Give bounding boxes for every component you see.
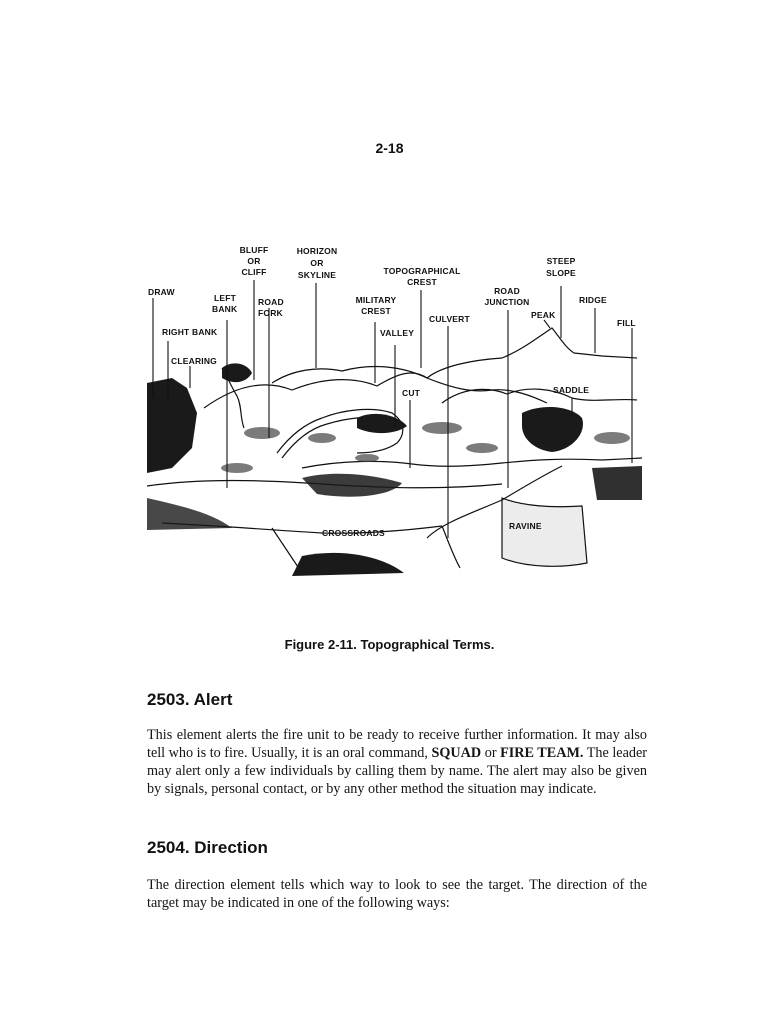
label-left-bank-line2: BANK <box>212 304 238 314</box>
landscape-illustration <box>142 238 647 578</box>
label-culvert: CULVERT <box>429 314 470 324</box>
label-valley: VALLEY <box>380 328 415 338</box>
section-heading-alert: 2503. Alert <box>147 690 233 709</box>
label-ridge: RIDGE <box>579 295 607 305</box>
section-heading-direction: 2504. Direction <box>147 838 268 857</box>
page-number: 2-18 <box>375 140 404 156</box>
label-saddle: SADDLE <box>553 385 590 395</box>
label-ravine: RAVINE <box>509 521 542 531</box>
label-steep-slope-line2: SLOPE <box>546 268 576 278</box>
alert-bold-squad: SQUAD <box>431 745 482 761</box>
alert-text-part1: This element alerts the fire unit to be ready to receive further information. It may also tell who is to fire. Usually, it is an oral command, <box>147 727 647 761</box>
label-peak: PEAK <box>531 310 556 320</box>
label-road-junction-line2: JUNCTION <box>484 297 530 307</box>
label-horizon-line3: SKYLINE <box>297 270 337 280</box>
paragraph-direction: The direction element tells which way to look to see the target. The direction of the target may be indicated in one of the following ways: <box>147 877 647 911</box>
label-military-crest-line1: MILITARY <box>355 295 397 305</box>
label-topographical-crest-line2: CREST <box>407 277 437 287</box>
label-cut: CUT <box>402 388 421 398</box>
label-left-bank-line1: LEFT <box>214 293 237 303</box>
label-road-fork-line2: FORK <box>258 308 283 318</box>
figure-caption: Figure 2-11. Topographical Terms. <box>284 637 495 652</box>
label-bluff-line1: BLUFF <box>239 245 269 255</box>
label-fill: FILL <box>617 318 636 328</box>
alert-text-part3: The leader may alert only a few individuals by calling them by name. The alert may also be given by signals, personal contact, or by any other method the situation may indicate. <box>147 745 647 797</box>
label-steep-slope-line1: STEEP <box>546 256 576 266</box>
label-right-bank: RIGHT BANK <box>162 327 218 337</box>
alert-text-part2: or <box>481 745 501 761</box>
label-crossroads: CROSSROADS <box>322 528 385 538</box>
label-road-junction-line1: ROAD <box>494 286 520 296</box>
label-bluff-line2: OR <box>247 256 261 266</box>
label-bluff-line3: CLIFF <box>241 267 267 277</box>
paragraph-alert <box>147 726 647 798</box>
label-topographical-crest-line1: TOPOGRAPHICAL <box>383 266 461 276</box>
label-horizon-line2: OR <box>310 258 324 268</box>
label-draw: DRAW <box>148 287 175 297</box>
topographical-terms-figure <box>142 238 647 578</box>
label-military-crest-line2: CREST <box>361 306 391 316</box>
label-horizon-line1: HORIZON <box>296 246 338 256</box>
label-road-fork-line1: ROAD <box>258 297 284 307</box>
alert-bold-fire-team: FIRE TEAM. <box>500 745 584 761</box>
label-clearing: CLEARING <box>171 356 217 366</box>
